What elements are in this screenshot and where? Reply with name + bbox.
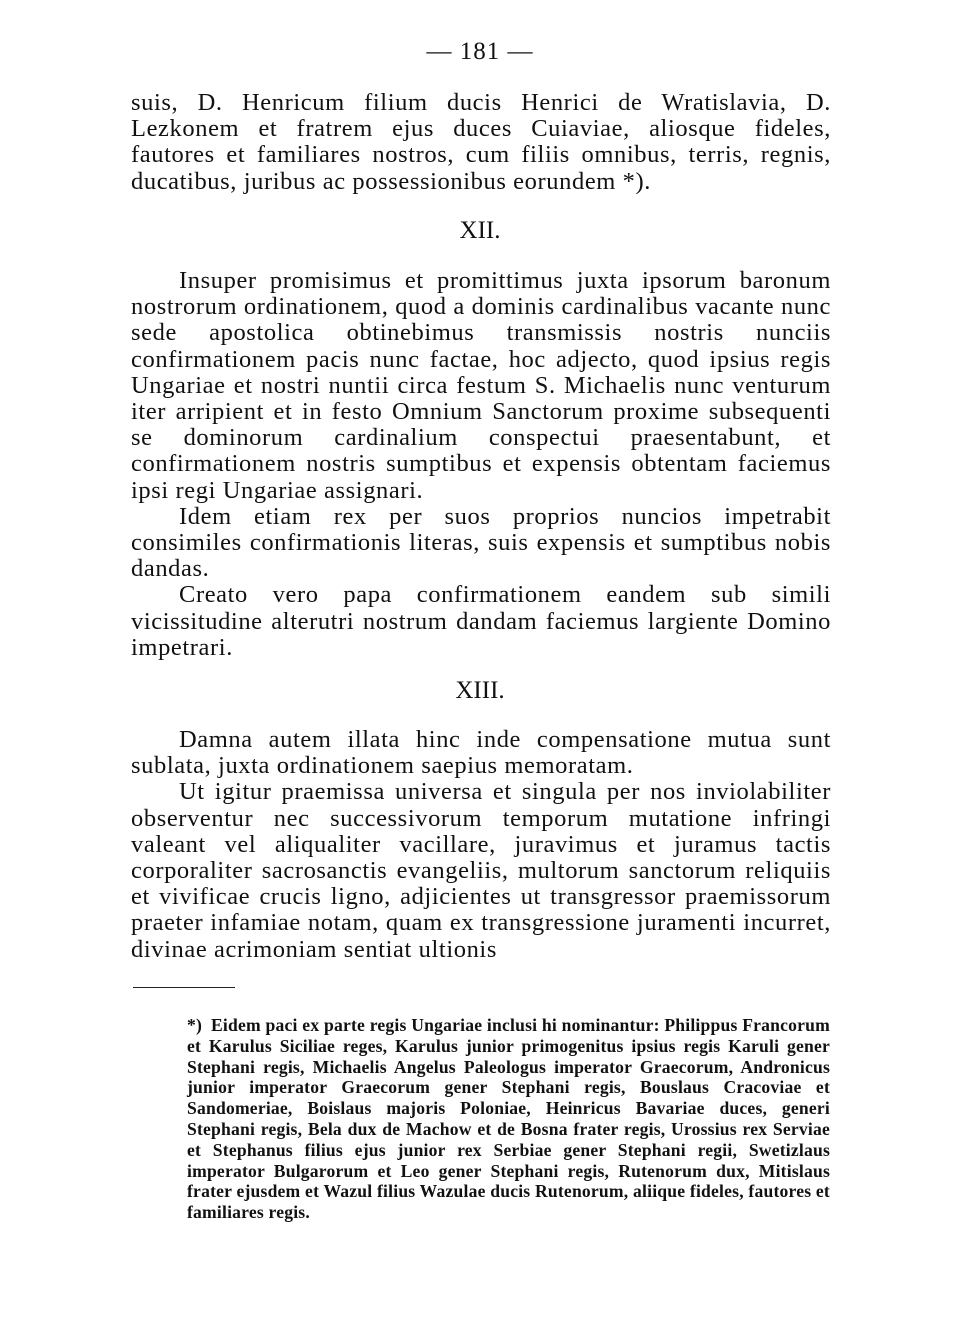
section-xii-paragraph-1: Insuper promisimus et promittimus juxta ipsorum baronum nostrorum ordinationem, quod a dominis cardinalibus vacante nunc sede apostolica obtinebimus transmissis nostris nunciis confirmationem pacis nunc factae, hoc adjecto, quod ipsius regis Ungariae et nostri nuntii circa festum S. Michaelis nunc venturum iter arripient et in festo Omnium Sanctorum proxime subsequenti se dominorum cardinalium conspectui praesentabunt, et confirmationem nostris sumptibus et expensis obtentam faciemus ipsi regi Ungariae assignari. (131, 267, 831, 504)
section-xii-paragraph-2: Idem etiam rex per suos proprios nuncios impetrabit consimiles confirmationis literas, suis expensis et sumptibus nobis dandas. (131, 502, 831, 583)
section-xii-paragraph-3: Creato vero papa confirmationem eandem sub simili vicissitudine alterutri nostrum dandam faciemus largiente Domino impetrari. (131, 581, 831, 661)
footnote-divider (133, 987, 235, 988)
footnote-paragraph (160, 1015, 830, 1223)
section-heading-xii: XII. (459, 217, 501, 244)
footnote-text: Eidem paci ex parte regis Ungariae inclusi hi nominantur: Philippus Francorum et Karulus Siciliae reges, Karulus junior primogenitus ipsius regis Karuli gener Stephani regis, Michaelis Angelus Paleologus imperator Graecorum, Andronicus junior imperator Graecorum gener Stephani regis, Bouslaus Cracoviae et Sandomeriae, Boislaus majoris Poloniae, Heinricus Bavariae duces, generi Stephani regis, Bela dux de Machow et de Bosna frater regis, Urossius rex Serviae et Stephanus filius ejus junior rex Serbiae gener Stephani regii, Swetizlaus imperator Bulgarorum et Leo gener Stephani regis, Rutenorum dux, Mitislaus frater ejusdem et Wazul filius Wazulae ducis Rutenorum, aliique fideles, fautores et familiares regis. (187, 1015, 830, 1223)
section-xiii-paragraph-1: Damna autem illata hinc inde compensatione mutua sunt sublata, juxta ordinationem saepius memoratam. (131, 726, 831, 780)
footnote-marker: *) (187, 1015, 203, 1035)
section-xii-text-block (131, 268, 831, 661)
footnote (160, 1015, 830, 1223)
intro-text-block (131, 90, 831, 195)
page-number: — 181 — (426, 38, 534, 65)
section-xiii-paragraph-2: Ut igitur praemissa universa et singula per nos inviolabiliter observentur nec successivorum temporum mutatione infringi valeant vel aliqualiter vacillare, juravimus et juramus tactis corporaliter sacrosanctis evangeliis, multorum sanctorum reliquiis et vivificae crucis ligno, adjicientes ut transgressor praemissorum praeter infamiae notam, quam ex transgressione juramenti incurret, divinae acrimoniam sentiat ultionis (131, 778, 831, 963)
intro-paragraph: suis, D. Henricum filium ducis Henrici de Wratislavia, D. Lezkonem et fratrem ejus duces Cuiaviae, aliosque fideles, fautores et familiares nostros, cum filiis omnibus, terris, regnis, ducatibus, juribus ac possessionibus eorundem *). (131, 89, 831, 195)
section-xiii-text-block (131, 727, 831, 963)
section-heading-xiii: XIII. (455, 677, 505, 704)
